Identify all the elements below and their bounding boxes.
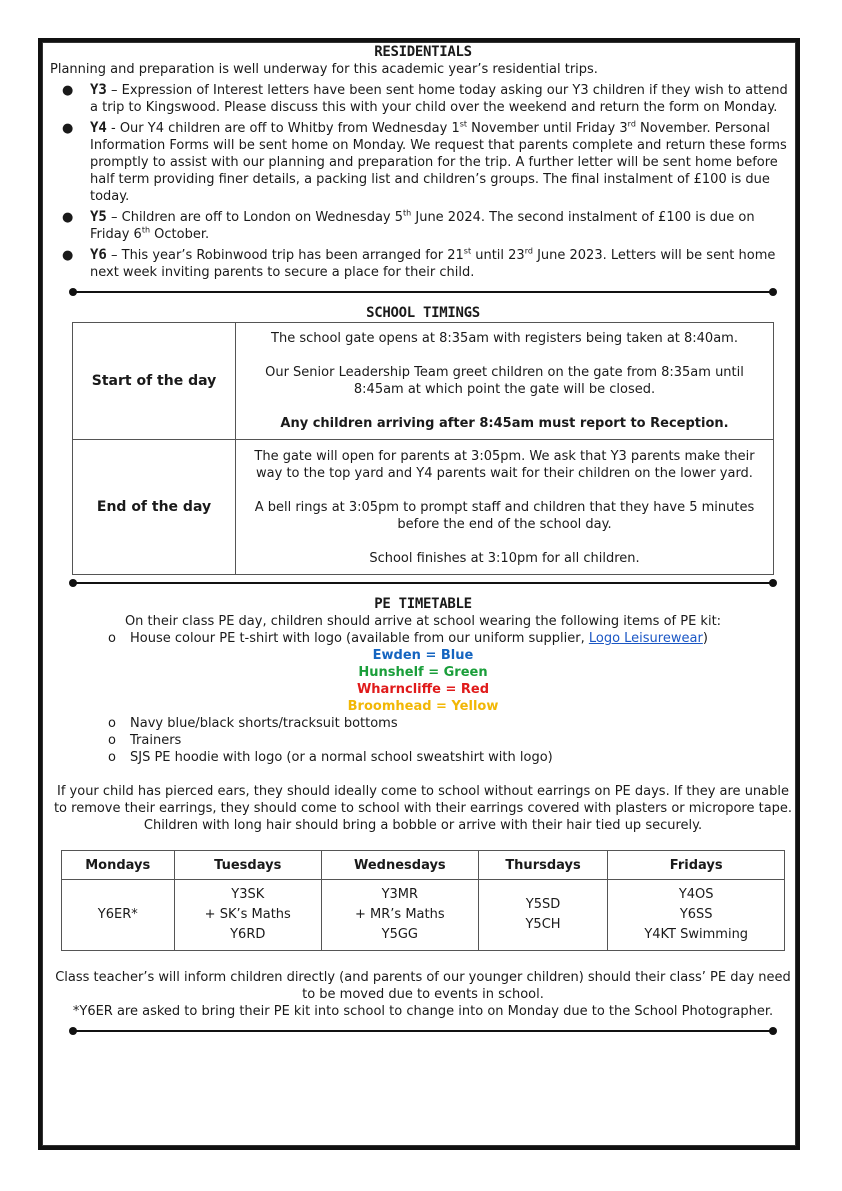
thursday-classes: Y5SD Y5CH <box>478 880 608 951</box>
day-header: Thursdays <box>478 851 608 880</box>
day-header: Wednesdays <box>321 851 478 880</box>
bullet-icon: ● <box>62 248 74 263</box>
tuesday-classes: Y3SK + SK’s Maths Y6RD <box>174 880 321 951</box>
circle-bullet-icon: o <box>108 733 116 748</box>
bullet-icon: ● <box>62 121 74 136</box>
table-header-row <box>62 851 785 880</box>
y6er-note: *Y6ER are asked to bring their PE kit into school to change into on Monday due to the School Photographer. <box>72 1004 774 1019</box>
house-hunshelf: Hunshelf = Green <box>358 665 488 680</box>
list-item: ● Y6 – This year’s Robinwood trip has been arranged for 21st until 23rd June 2023. Letters will be sent home next week inviting parents to secure a place for their child. <box>62 246 776 280</box>
day-header: Fridays <box>608 851 785 880</box>
residentials-heading: RESIDENTIALS <box>374 44 472 60</box>
start-details: The school gate opens at 8:35am with registers being taken at 8:40am. Our Senior Leadership Team greet children on the gate from 8:35am until 8:45am at which point the gate will be closed. Any children arriving after 8:45am must report to Reception. <box>236 323 774 440</box>
kit-list <box>50 715 796 766</box>
end-details: The gate will open for parents at 3:05pm. We ask that Y3 parents make their way to the top yard and Y4 parents wait for their children on the lower yard. A bell rings at 3:05pm to prompt staff and children that they have 5 minutes before the end of the school day. School finishes at 3:10pm for all children. <box>236 440 774 575</box>
circle-bullet-icon: o <box>108 750 116 765</box>
table-row <box>73 323 774 440</box>
list-item: o SJS PE hoodie with logo (or a normal school sweatshirt with logo) <box>108 750 553 765</box>
timings-heading: SCHOOL TIMINGS <box>366 305 480 321</box>
timings-table <box>72 322 774 575</box>
class-teacher-note: Class teacher’s will inform children directly (and parents of our younger children) should their class’ PE day need to be moved due to events in school. <box>55 970 791 1002</box>
list-item: ● Y5 – Children are off to London on Wednesday 5th June 2024. The second instalment of £100 is due on Friday 6th October. <box>62 208 755 242</box>
pe-table <box>61 850 785 951</box>
circle-bullet-icon: o <box>108 716 116 731</box>
kit-list <box>50 630 796 647</box>
section-divider <box>73 291 773 293</box>
earrings-note: If your child has pierced ears, they should ideally come to school without earrings on PE days. If they are unable to remove their earrings, they should come to school with their earrings covered with plasters or micropore tape. Children with long hair should bring a bobble or arrive with their hair tied up securely. <box>53 784 793 833</box>
section-divider <box>73 1030 773 1032</box>
list-item: o Navy blue/black shorts/tracksuit bottoms <box>108 716 398 731</box>
list-item: o House colour PE t-shirt with logo (available from our uniform supplier, Logo Leisurewear) <box>108 631 708 646</box>
friday-classes: Y4OS Y6SS Y4KT Swimming <box>608 880 785 951</box>
house-ewden: Ewden = Blue <box>372 648 474 663</box>
residentials-list <box>50 82 796 281</box>
bullet-icon: ● <box>62 83 74 98</box>
table-row <box>62 880 785 951</box>
pe-intro: On their class PE day, children should arrive at school wearing the following items of PE kit: <box>124 614 722 629</box>
list-item: ● Y4 - Our Y4 children are off to Whitby from Wednesday 1st November until Friday 3rd November. Personal Information Forms will be sent home on Monday. We request that parents complete and return these forms promptly to assist with our planning and preparation for the trip. A further letter will be sent home before half term providing finer details, a packing list and children’s groups. The final instalment of £100 is due today. <box>62 119 787 204</box>
residentials-intro: Planning and preparation is well underway for this academic year’s residential trips. <box>50 62 598 77</box>
start-label: Start of the day <box>73 323 236 440</box>
end-label: End of the day <box>73 440 236 575</box>
table-row <box>73 440 774 575</box>
newsletter-content <box>50 42 796 1032</box>
section-divider <box>73 582 773 584</box>
day-header: Tuesdays <box>174 851 321 880</box>
wednesday-classes: Y3MR + MR’s Maths Y5GG <box>321 880 478 951</box>
house-broomhead: Broomhead = Yellow <box>347 699 499 714</box>
monday-classes: Y6ER* <box>62 880 175 951</box>
circle-bullet-icon: o <box>108 631 116 646</box>
house-wharncliffe: Wharncliffe = Red <box>356 682 490 697</box>
bullet-icon: ● <box>62 210 74 225</box>
list-item: ● Y3 – Expression of Interest letters have been sent home today asking our Y3 children if they wish to attend a trip to Kingswood. Please discuss this with your child over the weekend and return the form on Monday. <box>62 82 788 115</box>
list-item: o Trainers <box>108 733 182 748</box>
pe-heading: PE TIMETABLE <box>374 596 472 612</box>
day-header: Mondays <box>62 851 175 880</box>
logo-leisurewear-link[interactable]: Logo Leisurewear <box>588 631 703 646</box>
